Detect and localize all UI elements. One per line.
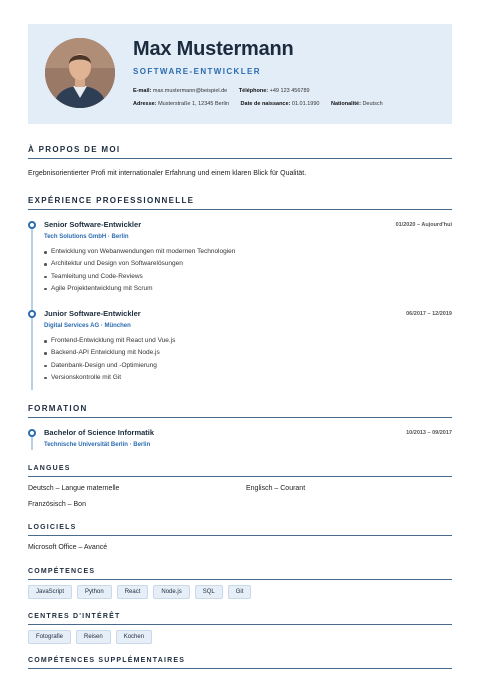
phone-label: Téléphone:: [238, 88, 269, 94]
language-item: Französisch – Bon: [28, 501, 86, 508]
skill-tag: React: [117, 585, 149, 599]
skill-tag: Node.js: [153, 585, 189, 599]
job-company: Digital Services AG · München: [44, 323, 131, 329]
section-divider: [28, 209, 452, 210]
section-divider: [28, 417, 452, 418]
list-item: Frontend-Entwicklung mit React und Vue.js: [44, 335, 175, 347]
section-title-software: LOGICIELS: [28, 524, 77, 531]
language-item: Englisch – Courant: [246, 485, 306, 492]
section-divider: [28, 535, 452, 536]
phone-value: +49 123 456789: [269, 88, 310, 94]
section-divider: [28, 476, 452, 477]
section-divider: [28, 624, 452, 625]
list-item: Agile Projektentwicklung mit Scrum: [44, 283, 235, 295]
list-item: Architektur und Design von Softwarelösungen: [44, 258, 235, 270]
job-role: SOFTWARE-ENTWICKLER: [133, 67, 261, 76]
section-title-additional: COMPÉTENCES SUPPLÉMENTAIRES: [28, 657, 186, 664]
section-title-education: FORMATION: [28, 404, 88, 413]
email-value: max.mustermann@beispiel.de: [152, 88, 228, 94]
profile-photo: [45, 38, 115, 108]
interest-tag: Kochen: [116, 630, 152, 644]
timeline-dot: [28, 221, 36, 229]
address-value: Musterstraße 1, 12345 Berlin: [158, 101, 230, 107]
section-divider: [28, 158, 452, 159]
section-divider: [28, 579, 452, 580]
skills-tags: [28, 585, 251, 599]
list-item: Datenbank-Design und -Optimierung: [44, 360, 175, 372]
section-title-languages: LANGUES: [28, 465, 71, 472]
address-label: Adresse:: [133, 101, 157, 107]
timeline-dot: [28, 429, 36, 437]
nationality-label: Nationalité:: [330, 101, 361, 107]
language-item: Deutsch – Langue maternelle: [28, 485, 120, 492]
section-title-experience: EXPÉRIENCE PROFESSIONNELLE: [28, 196, 195, 205]
birth-label: Date de naissance:: [240, 101, 291, 107]
skill-tag: Git: [228, 585, 252, 599]
skill-tag: Python: [77, 585, 112, 599]
about-text: Ergebnisorientierter Profi mit internationaler Erfahrung und einem klaren Blick für Qualität.: [28, 170, 307, 177]
job-company: Tech Solutions GmbH · Berlin: [44, 234, 129, 240]
degree-title: Bachelor of Science Informatik: [44, 428, 155, 437]
contact-line-2: [133, 101, 393, 107]
list-item: Teamleitung und Code-Reviews: [44, 271, 235, 283]
list-item: Entwicklung von Webanwendungen mit modernen Technologien: [44, 246, 235, 258]
job-title: Junior Software-Entwickler: [44, 309, 141, 318]
section-title-interests: CENTRES D'INTÉRÊT: [28, 613, 121, 620]
skill-tag: JavaScript: [28, 585, 72, 599]
job-title: Senior Software-Entwickler: [44, 220, 142, 229]
software-item: Microsoft Office – Avancé: [28, 544, 108, 551]
education-date: 10/2013 – 09/2017: [406, 430, 452, 436]
interest-tags: [28, 630, 152, 644]
section-divider: [28, 668, 452, 669]
job-date: 01/2020 – Aujourd'hui: [395, 222, 452, 228]
section-title-about: À PROPOS DE MOI: [28, 145, 121, 154]
job-bullets: [44, 335, 175, 384]
interest-tag: Reisen: [76, 630, 111, 644]
email-label: E-mail:: [133, 88, 152, 94]
job-bullets: [44, 246, 235, 295]
list-item: Backend-API Entwicklung mit Node.js: [44, 347, 175, 359]
timeline-dot: [28, 310, 36, 318]
nationality-value: Deutsch: [362, 101, 383, 107]
birth-value: 01.01.1990: [291, 101, 320, 107]
job-date: 06/2017 – 12/2019: [406, 311, 452, 317]
interest-tag: Fotografie: [28, 630, 71, 644]
school-name: Technische Universität Berlin · Berlin: [44, 442, 151, 448]
full-name: Max Mustermann: [133, 38, 294, 60]
list-item: Versionskontrolle mit Git: [44, 372, 175, 384]
timeline-line: [31, 224, 33, 390]
skill-tag: SQL: [195, 585, 223, 599]
contact-line-1: [133, 88, 320, 94]
cv-header: [28, 24, 452, 124]
section-title-skills: COMPÉTENCES: [28, 568, 96, 575]
